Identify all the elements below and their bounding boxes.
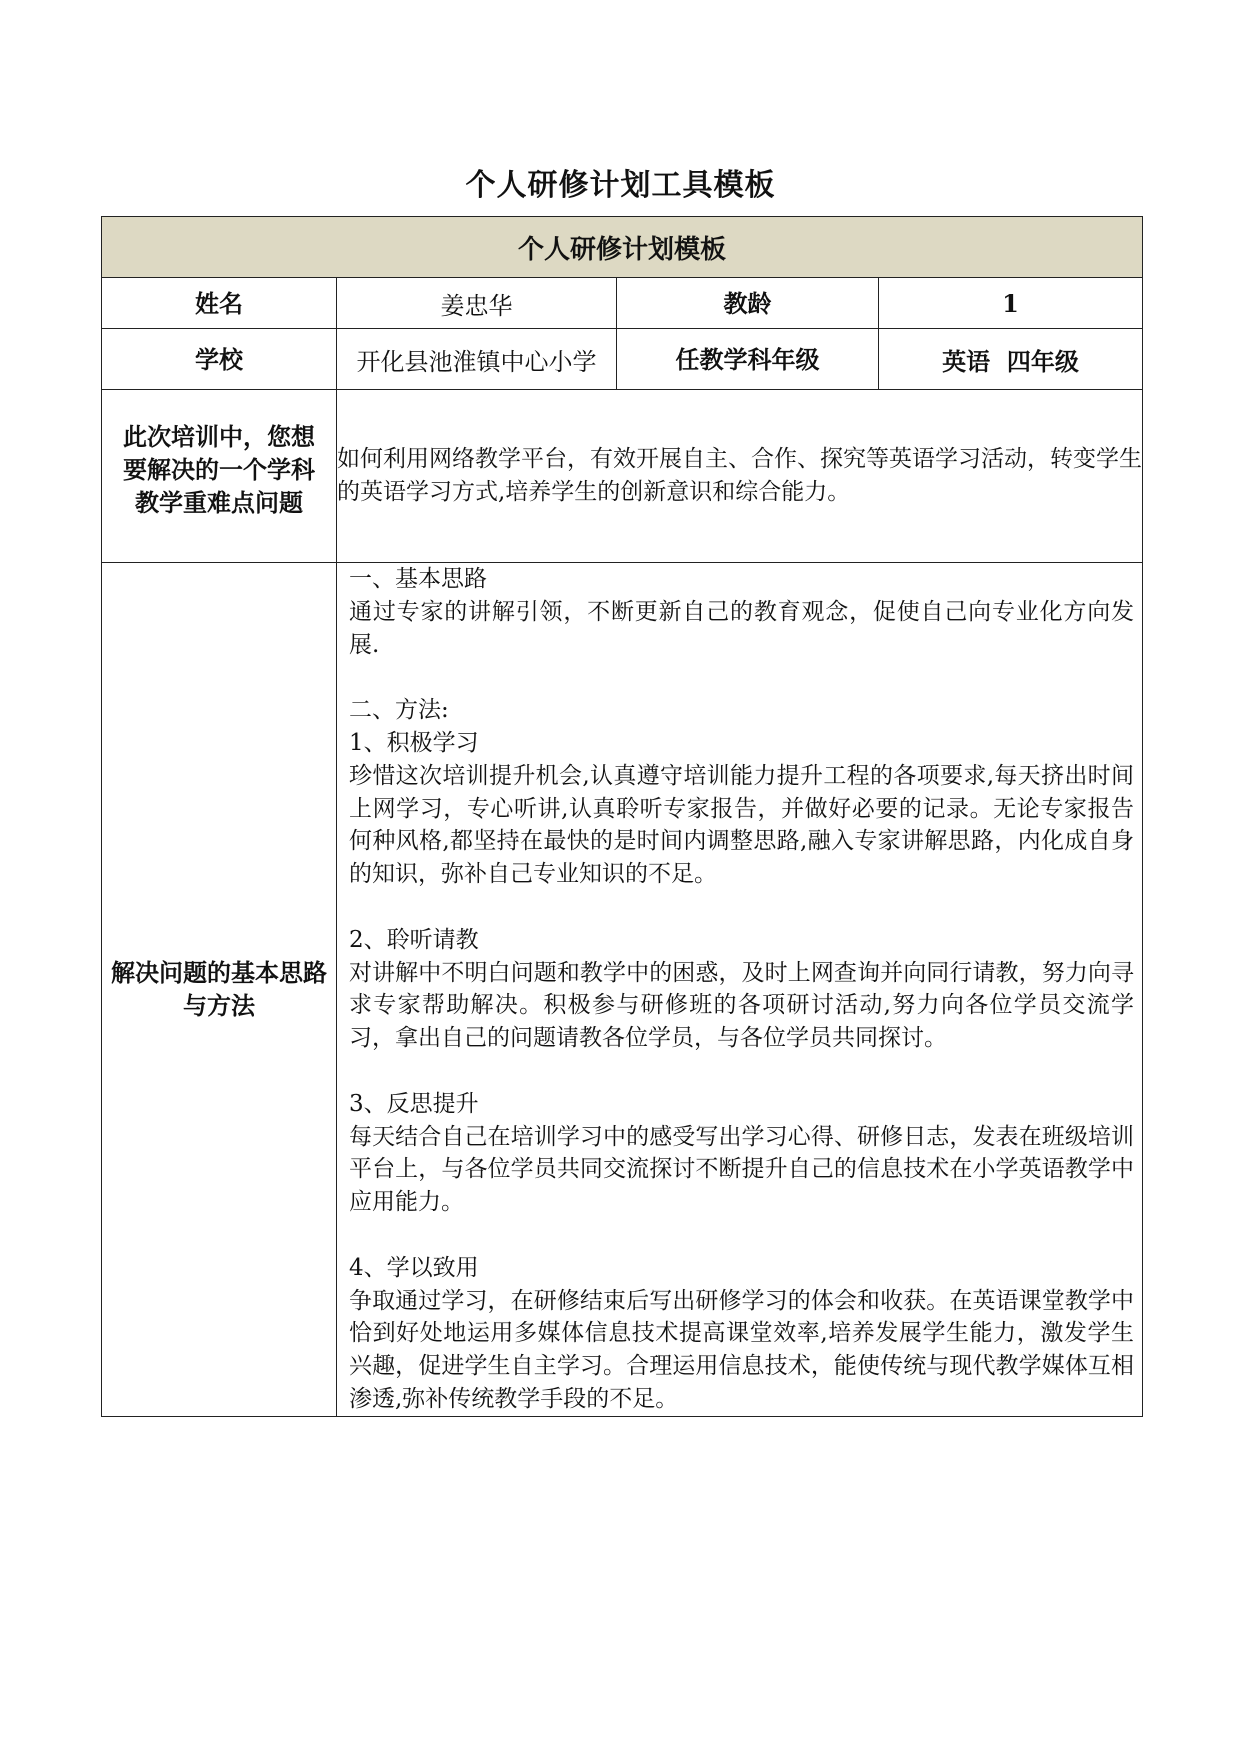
section-body: 珍惜这次培训提升机会,认真遵守培训能力提升工程的各项要求,每天挤出时间上网学习，专心听讲,认真聆听专家报告，并做好必要的记录。无论专家报告何种风格,都坚持在最快的是时间内调整思路,融入专家讲解思路，内化成自身的知识，弥补自己专业知识的不足。	[349, 762, 1135, 888]
section-body: 争取通过学习，在研修结束后写出研修学习的体会和收获。在英语课堂教学中恰到好处地运用多媒体信息技术提高课堂效率,培养发展学生能力，激发学生兴趣，促进学生自主学习。合理运用信息技术，能使传统与现代教学媒体互相渗透,弥补传统教学手段的不足。	[349, 1287, 1135, 1412]
problem-row	[102, 390, 1143, 563]
problem-label: 此次培训中，您想要解决的一个学科教学重难点问题	[102, 390, 337, 563]
problem-text: 如何利用网络教学平台，有效开展自主、合作、探究等英语学习活动，转变学生的英语学习方式,培养学生的创新意识和综合能力。	[337, 390, 1143, 563]
name-value: 姜忠华	[337, 278, 617, 329]
section-heading: 一、基本思路	[349, 566, 487, 592]
teaching-age-label: 教龄	[617, 278, 879, 329]
research-plan-table	[101, 216, 1143, 1417]
teaching-age-value: 1	[879, 278, 1143, 329]
table-header-row	[102, 217, 1143, 278]
method-row	[102, 563, 1143, 1417]
section-body: 对讲解中不明白问题和教学中的困惑，及时上网查询并向同行请教，努力向寻求专家帮助解决。积极参与研修班的各项研讨活动,努力向各位学员交流学习，拿出自己的问题请教各位学员，与各位学员共同探讨。	[349, 959, 1135, 1052]
section-body: 通过专家的讲解引领，不断更新自己的教育观念，促使自己向专业化方向发展.	[349, 598, 1135, 658]
subject-grade-value: 英语 四年级	[879, 329, 1143, 390]
document-title: 个人研修计划工具模板	[465, 168, 776, 203]
method-label: 解决问题的基本思路与方法	[102, 563, 337, 1417]
section-heading: 3、反思提升	[349, 1090, 479, 1117]
school-label: 学校	[102, 329, 337, 390]
section-heading: 1、积极学习	[349, 729, 479, 756]
subject-grade-label: 任教学科年级	[617, 329, 879, 390]
section-heading: 2、聆听请教	[349, 926, 479, 953]
school-value: 开化县池淮镇中心小学	[337, 329, 617, 390]
section-body: 每天结合自己在培训学习中的感受写出学习心得、研修日志，发表在班级培训平台上，与各位学员共同交流探讨不断提升自己的信息技术在小学英语教学中应用能力。	[349, 1123, 1135, 1216]
section-heading: 4、学以致用	[349, 1254, 479, 1281]
section-heading: 二、方法:	[349, 697, 449, 724]
school-row	[102, 329, 1143, 390]
info-row	[102, 278, 1143, 329]
name-label: 姓名	[102, 278, 337, 329]
method-content	[337, 563, 1143, 1417]
table-header: 个人研修计划模板	[102, 217, 1143, 278]
